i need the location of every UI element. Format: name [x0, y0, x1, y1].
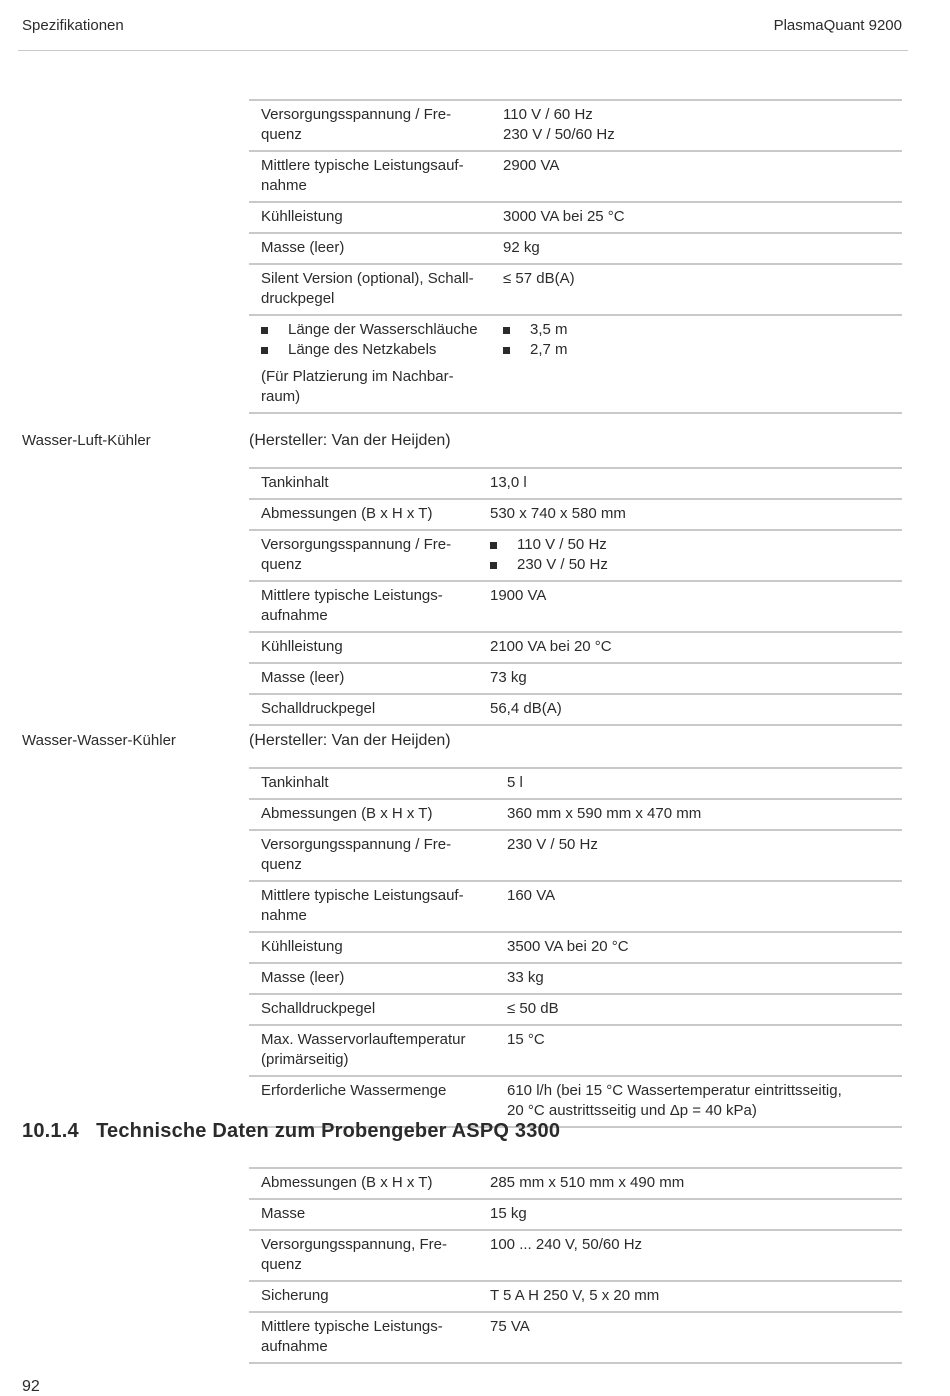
cell-text-line: 230 V / 50/60 Hz: [503, 126, 615, 143]
cell-text-line: 15 °C: [507, 1031, 545, 1048]
bullet-item: [503, 320, 902, 340]
table-row: [249, 831, 902, 882]
spec-value-cell: [478, 1200, 902, 1229]
spec-value-cell: [478, 531, 902, 580]
spec-value-cell: [478, 695, 902, 724]
cell-text-line: nahme: [261, 907, 307, 924]
spec-label-cell: [249, 664, 474, 693]
spec-label-cell: [249, 1026, 491, 1075]
table-row: [249, 1167, 902, 1200]
cell-text-line: aufnahme: [261, 1338, 328, 1355]
table-row: [249, 995, 902, 1026]
cell-text-line: Mittlere typische Leistungs-: [261, 1318, 443, 1335]
cell-text-line: 3000 VA bei 25 °C: [503, 208, 625, 225]
spec-label-cell: [249, 582, 474, 631]
bullet-item: [261, 320, 487, 340]
cell-text-line: Versorgungsspannung / Fre-: [261, 836, 452, 853]
cell-text-line: quenz: [261, 126, 302, 143]
table-row: [249, 1026, 902, 1077]
table-row: [249, 1313, 902, 1364]
cell-text-line: nahme: [261, 177, 307, 194]
cell-text-line: aufnahme: [261, 607, 328, 624]
spec-label-cell: [249, 101, 487, 150]
cell-text-line: Silent Version (optional), Schall-: [261, 270, 474, 287]
air-cooler-label: Wasser-Luft-Kühler: [22, 432, 151, 449]
spec-value-cell: [478, 500, 902, 529]
cell-text-line: 2100 VA bei 20 °C: [490, 638, 612, 655]
cell-text-line: Versorgungsspannung / Fre-: [261, 536, 452, 553]
spec-label-cell: [249, 882, 491, 931]
spec-value-cell: [495, 800, 902, 829]
water-cooler-spec-table: [249, 767, 902, 1128]
square-bullet-icon: [261, 347, 268, 354]
cell-text-line: Masse (leer): [261, 239, 345, 256]
bullet-text: Länge der Wasserschläuche: [288, 321, 478, 338]
table-row: [249, 800, 902, 831]
cell-text-line: 20 °C austrittsseitig und Δp = 40 kPa): [507, 1102, 757, 1119]
cell-text-line: Schalldruckpegel: [261, 1000, 376, 1017]
spec-value-cell: [491, 316, 902, 412]
spec-value-cell: [491, 203, 902, 232]
cell-text-line: Abmessungen (B x H x T): [261, 805, 433, 822]
spec-label-cell: [249, 531, 474, 580]
cell-text-line: 230 V / 50 Hz: [507, 836, 598, 853]
spec-value-cell: [478, 1313, 902, 1362]
spec-value-cell: [495, 964, 902, 993]
spacer: [261, 360, 487, 367]
chiller-spec-table: [249, 99, 902, 414]
spec-value-cell: [495, 933, 902, 962]
cell-text-line: Masse (leer): [261, 969, 345, 986]
cell-text-line: Masse: [261, 1205, 306, 1222]
bullet-text: Länge des Netzkabels: [288, 341, 437, 358]
table-row: [249, 1231, 902, 1282]
square-bullet-icon: [490, 542, 497, 549]
spec-value-cell: [495, 1026, 902, 1075]
cell-text-line: 5 l: [507, 774, 523, 791]
air-cooler-spec-table: [249, 467, 902, 726]
spec-value-cell: [495, 769, 902, 798]
water-cooler-label: Wasser-Wasser-Kühler: [22, 732, 176, 749]
table-row: [249, 1200, 902, 1231]
table-row: [249, 316, 902, 414]
bullet-text: 2,7 m: [530, 341, 568, 358]
square-bullet-icon: [261, 327, 268, 334]
cell-text-line: Kühlleistung: [261, 208, 343, 225]
table-row: [249, 633, 902, 664]
table-row: [249, 152, 902, 203]
spec-value-cell: [495, 831, 902, 880]
spec-label-cell: [249, 933, 491, 962]
bullet-item: [503, 340, 902, 360]
spec-value-cell: [478, 633, 902, 662]
table-row: [249, 664, 902, 695]
cell-text-line: 13,0 l: [490, 474, 527, 491]
spec-label-cell: [249, 152, 487, 201]
spec-value-cell: [478, 469, 902, 498]
table-row: [249, 882, 902, 933]
cell-text-line: 530 x 740 x 580 mm: [490, 505, 626, 522]
spec-value-cell: [491, 234, 902, 263]
cell-text-line: 160 VA: [507, 887, 556, 904]
table-row: [249, 582, 902, 633]
spec-label-cell: [249, 831, 491, 880]
cell-text-line: Mittlere typische Leistungsauf-: [261, 157, 464, 174]
spec-label-cell: [249, 500, 474, 529]
spec-label-cell: [249, 469, 474, 498]
cell-text-line: Abmessungen (B x H x T): [261, 505, 433, 522]
cell-text-line: quenz: [261, 1256, 302, 1273]
spec-value-cell: [495, 882, 902, 931]
bullet-text: 3,5 m: [530, 321, 568, 338]
spec-label-cell: [249, 964, 491, 993]
section-heading: 10.1.4 Technische Daten zum Probengeber ASPQ 3300: [22, 1120, 561, 1142]
spec-label-cell: [249, 203, 487, 232]
cell-text-line: 2900 VA: [503, 157, 560, 174]
spec-value-cell: [491, 265, 902, 314]
cell-text-line: Masse (leer): [261, 669, 345, 686]
cell-text-line: Max. Wasservorlauftemperatur: [261, 1031, 466, 1048]
bullet-item: [490, 535, 902, 555]
spec-value-cell: [478, 1282, 902, 1311]
spec-label-cell: [249, 1077, 491, 1126]
spec-label-cell: [249, 995, 491, 1024]
header-divider: [18, 50, 908, 51]
cell-text-line: 1900 VA: [490, 587, 547, 604]
spec-label-cell: [249, 1313, 474, 1362]
cell-text-line: 3500 VA bei 20 °C: [507, 938, 629, 955]
spec-label-cell: [249, 1231, 474, 1280]
cell-text-line: 33 kg: [507, 969, 544, 986]
cell-text-line: Mittlere typische Leistungsauf-: [261, 887, 464, 904]
cell-text-line: 92 kg: [503, 239, 540, 256]
spec-value-cell: [478, 1169, 902, 1198]
spec-label-cell: [249, 265, 487, 314]
cell-text-line: Tankinhalt: [261, 474, 329, 491]
table-row: [249, 467, 902, 500]
spec-value-cell: [491, 101, 902, 150]
cell-text-line: 75 VA: [490, 1318, 530, 1335]
table-row: [249, 203, 902, 234]
cell-text-line: Erforderliche Wassermenge: [261, 1082, 447, 1099]
spec-label-cell: [249, 1282, 474, 1311]
cell-text-line: druckpegel: [261, 290, 335, 307]
cell-text-line: raum): [261, 388, 301, 405]
cell-text-line: Mittlere typische Leistungs-: [261, 587, 443, 604]
bullet-text: 230 V / 50 Hz: [517, 556, 608, 573]
bullet-text: 110 V / 50 Hz: [517, 536, 607, 553]
spec-value-cell: [478, 664, 902, 693]
cell-text-line: T 5 A H 250 V, 5 x 20 mm: [490, 1287, 660, 1304]
square-bullet-icon: [490, 562, 497, 569]
spec-label-cell: [249, 695, 474, 724]
header-section-title: Spezifikationen: [22, 17, 124, 34]
cell-text-line: Sicherung: [261, 1287, 329, 1304]
cell-text-line: Abmessungen (B x H x T): [261, 1174, 433, 1191]
air-cooler-maker: (Hersteller: Van der Heijden): [249, 432, 451, 449]
bullet-item: [490, 555, 902, 575]
spec-value-cell: [478, 1231, 902, 1280]
cell-text-line: (primärseitig): [261, 1051, 349, 1068]
cell-text-line: 100 ... 240 V, 50/60 Hz: [490, 1236, 643, 1253]
cell-text-line: Versorgungsspannung, Fre-: [261, 1236, 447, 1253]
table-row: [249, 964, 902, 995]
table-row: [249, 99, 902, 152]
cell-text-line: Schalldruckpegel: [261, 700, 376, 717]
table-row: [249, 500, 902, 531]
bullet-item: [261, 340, 487, 360]
cell-text-line: ≤ 57 dB(A): [503, 270, 575, 287]
table-row: [249, 531, 902, 582]
square-bullet-icon: [503, 347, 510, 354]
cell-text-line: 610 l/h (bei 15 °C Wassertemperatur eintrittsseitig,: [507, 1082, 842, 1099]
spec-label-cell: [249, 633, 474, 662]
table-row: [249, 265, 902, 316]
spec-value-cell: [478, 582, 902, 631]
spec-value-cell: [495, 995, 902, 1024]
spec-value-cell: [491, 152, 902, 201]
spec-label-cell: [249, 316, 487, 412]
cell-text-line: 360 mm x 590 mm x 470 mm: [507, 805, 702, 822]
cell-text-line: quenz: [261, 556, 302, 573]
cell-text-line: 73 kg: [490, 669, 527, 686]
square-bullet-icon: [503, 327, 510, 334]
spec-label-cell: [249, 234, 487, 263]
cell-text-line: (Für Platzierung im Nachbar-: [261, 368, 454, 385]
table-row: [249, 767, 902, 800]
cell-text-line: 285 mm x 510 mm x 490 mm: [490, 1174, 685, 1191]
cell-text-line: Kühlleistung: [261, 938, 343, 955]
page-number: 92: [22, 1378, 40, 1395]
table-row: [249, 695, 902, 726]
spec-label-cell: [249, 1169, 474, 1198]
cell-text-line: 56,4 dB(A): [490, 700, 562, 717]
water-cooler-maker: (Hersteller: Van der Heijden): [249, 732, 451, 749]
spec-label-cell: [249, 1200, 474, 1229]
cell-text-line: ≤ 50 dB: [507, 1000, 559, 1017]
spec-label-cell: [249, 800, 491, 829]
header-product-name: PlasmaQuant 9200: [773, 17, 902, 34]
table-row: [249, 1282, 902, 1313]
cell-text-line: Kühlleistung: [261, 638, 343, 655]
table-row: [249, 933, 902, 964]
cell-text-line: Tankinhalt: [261, 774, 329, 791]
cell-text-line: 15 kg: [490, 1205, 527, 1222]
table-row: [249, 234, 902, 265]
spec-value-cell: [495, 1077, 902, 1126]
spec-label-cell: [249, 769, 491, 798]
sampler-spec-table: [249, 1167, 902, 1364]
cell-text-line: 110 V / 60 Hz: [503, 106, 593, 123]
cell-text-line: Versorgungsspannung / Fre-: [261, 106, 452, 123]
cell-text-line: quenz: [261, 856, 302, 873]
